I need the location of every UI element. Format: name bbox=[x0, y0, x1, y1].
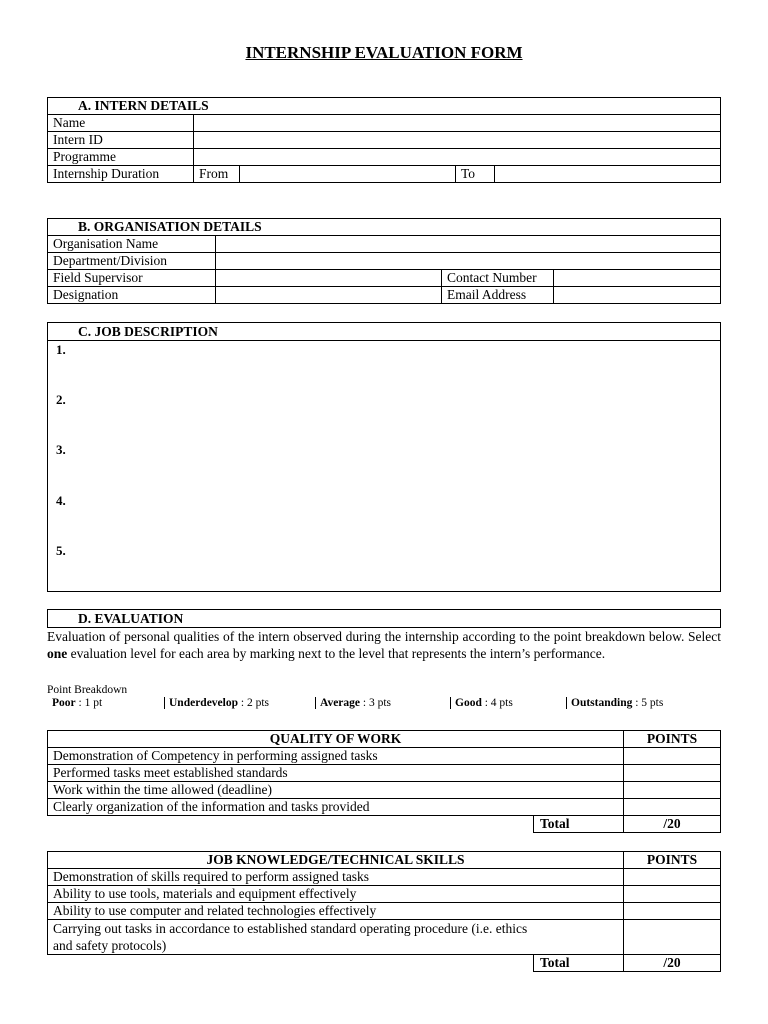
from-field[interactable] bbox=[240, 166, 456, 183]
name-field[interactable] bbox=[194, 115, 721, 132]
programme-field[interactable] bbox=[194, 149, 721, 166]
form-title: INTERNSHIP EVALUATION FORM bbox=[245, 43, 523, 62]
intern-details-table bbox=[47, 97, 721, 183]
quality-total-value: /20 bbox=[624, 816, 721, 833]
point-breakdown-label: Point Breakdown bbox=[47, 684, 128, 696]
intro-text-1: Evaluation of personal qualities of the intern observed during the internship according to the point breakdown below. Select bbox=[47, 629, 721, 644]
level-underdevelop: Underdevelop : 2 pts bbox=[164, 697, 269, 709]
knowledge-row: Ability to use computer and related technologies effectively bbox=[48, 903, 624, 920]
knowledge-row: Demonstration of skills required to perform assigned tasks bbox=[48, 869, 624, 886]
contact-label: Contact Number bbox=[442, 270, 554, 287]
intro-text-2: evaluation level for each area by marking next to the level that represents the intern’s performance. bbox=[67, 646, 606, 661]
to-field[interactable] bbox=[495, 166, 721, 183]
email-label: Email Address bbox=[442, 287, 554, 304]
designation-field[interactable] bbox=[216, 287, 442, 304]
knowledge-row4-line1: Carrying out tasks in accordance to established standard operating procedure (i.e. ethics bbox=[53, 921, 528, 936]
contact-field[interactable] bbox=[554, 270, 721, 287]
job-item-4: 4. bbox=[56, 493, 66, 508]
org-name-label: Organisation Name bbox=[48, 236, 216, 253]
section-b-heading: B. ORGANISATION DETAILS bbox=[48, 219, 721, 236]
quality-total-spacer bbox=[48, 816, 534, 833]
job-description-area[interactable] bbox=[47, 340, 721, 592]
quality-points-field[interactable] bbox=[624, 782, 721, 799]
intro-bold: one bbox=[47, 646, 68, 661]
knowledge-total-label: Total bbox=[534, 955, 624, 972]
knowledge-header: JOB KNOWLEDGE/TECHNICAL SKILLS bbox=[48, 852, 624, 869]
quality-row: Demonstration of Competency in performing assigned tasks bbox=[48, 748, 624, 765]
knowledge-row: Ability to use tools, materials and equipment effectively bbox=[48, 886, 624, 903]
level-poor: Poor : 1 pt bbox=[52, 697, 103, 709]
job-item-1: 1. bbox=[56, 342, 66, 357]
knowledge-row bbox=[48, 920, 624, 955]
supervisor-label: Field Supervisor bbox=[48, 270, 216, 287]
quality-points-field[interactable] bbox=[624, 799, 721, 816]
knowledge-total-spacer bbox=[48, 955, 534, 972]
job-item-3: 3. bbox=[56, 442, 66, 457]
programme-label: Programme bbox=[48, 149, 194, 166]
quality-points-field[interactable] bbox=[624, 765, 721, 782]
quality-points-header: POINTS bbox=[624, 731, 721, 748]
job-description-header bbox=[47, 322, 721, 341]
department-label: Department/Division bbox=[48, 253, 216, 270]
knowledge-points-field[interactable] bbox=[624, 869, 721, 886]
duration-label: Internship Duration bbox=[48, 166, 194, 183]
quality-points-field[interactable] bbox=[624, 748, 721, 765]
knowledge-points-field[interactable] bbox=[624, 920, 721, 955]
job-knowledge-table bbox=[47, 851, 721, 972]
quality-header: QUALITY OF WORK bbox=[48, 731, 624, 748]
name-label: Name bbox=[48, 115, 194, 132]
knowledge-total-value: /20 bbox=[624, 955, 721, 972]
level-outstanding: Outstanding : 5 pts bbox=[566, 697, 663, 709]
quality-total-label: Total bbox=[534, 816, 624, 833]
supervisor-field[interactable] bbox=[216, 270, 442, 287]
quality-of-work-table bbox=[47, 730, 721, 833]
quality-row: Work within the time allowed (deadline) bbox=[48, 782, 624, 799]
knowledge-points-field[interactable] bbox=[624, 886, 721, 903]
knowledge-points-header: POINTS bbox=[624, 852, 721, 869]
organisation-details-table bbox=[47, 218, 721, 304]
section-d-heading: D. EVALUATION bbox=[78, 611, 184, 626]
quality-row: Clearly organization of the information and tasks provided bbox=[48, 799, 624, 816]
section-a-heading: A. INTERN DETAILS bbox=[48, 98, 721, 115]
knowledge-points-field[interactable] bbox=[624, 903, 721, 920]
intern-id-label: Intern ID bbox=[48, 132, 194, 149]
to-label: To bbox=[456, 166, 495, 183]
job-item-2: 2. bbox=[56, 392, 66, 407]
evaluation-header bbox=[47, 609, 721, 628]
section-c-heading: C. JOB DESCRIPTION bbox=[78, 324, 218, 339]
intern-id-field[interactable] bbox=[194, 132, 721, 149]
org-name-field[interactable] bbox=[216, 236, 721, 253]
knowledge-row4-line2: and safety protocols) bbox=[53, 938, 167, 953]
level-average: Average : 3 pts bbox=[315, 697, 391, 709]
designation-label: Designation bbox=[48, 287, 216, 304]
evaluation-instructions bbox=[47, 628, 721, 662]
level-good: Good : 4 pts bbox=[450, 697, 513, 709]
department-field[interactable] bbox=[216, 253, 721, 270]
quality-row: Performed tasks meet established standards bbox=[48, 765, 624, 782]
from-label: From bbox=[194, 166, 240, 183]
job-item-5: 5. bbox=[56, 543, 66, 558]
email-field[interactable] bbox=[554, 287, 721, 304]
